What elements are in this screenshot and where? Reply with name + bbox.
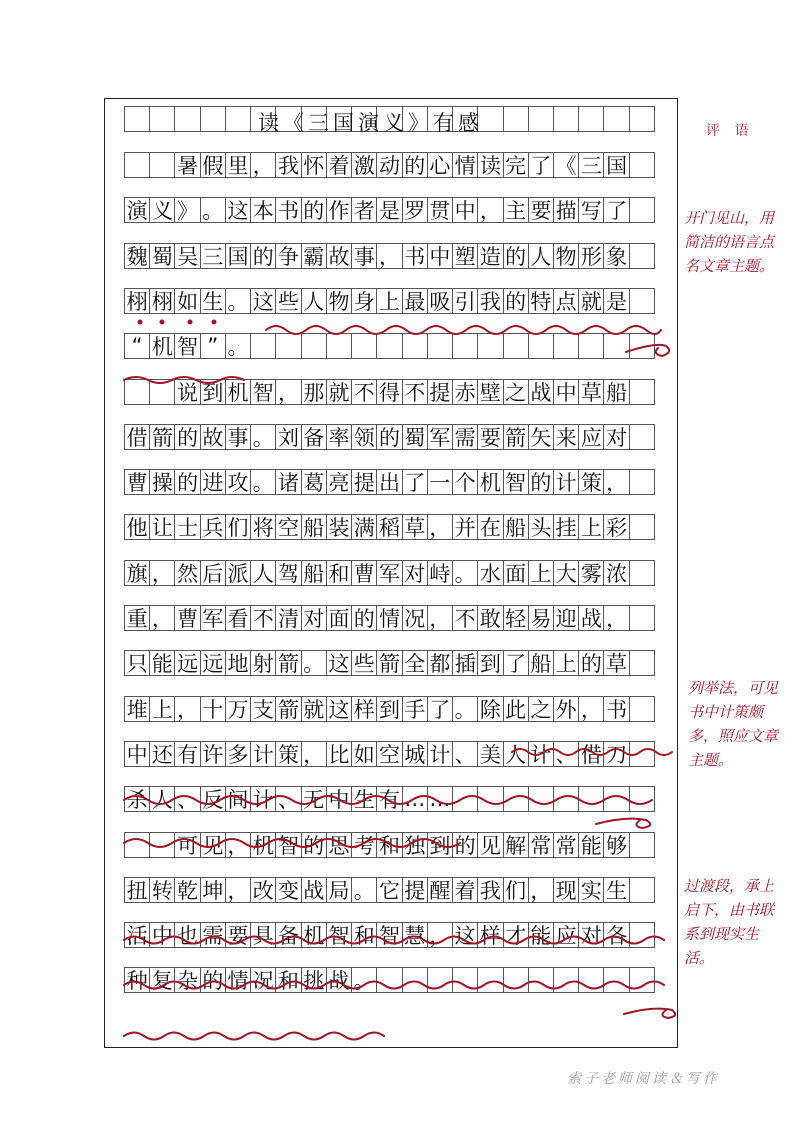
essay-line: 借 箭 的 故 事 。 刘 备 率 领 的 蜀 军 需 要 箭 矢 来 应 对 <box>126 425 628 450</box>
essay-line: 杀 人 、 反 间 计 、 无 中 生 有 … … <box>126 787 451 813</box>
grid-cell <box>149 106 175 132</box>
essay-line: 演 义 》 。 这 本 书 的 作 者 是 罗 贯 中 ， 主 要 描 写 了 <box>126 199 628 224</box>
essay-line: 种 复 杂 的 情 况 和 挑 战 。 <box>126 969 375 994</box>
comment-note-3: 过渡段，承上启下，由书联系到现实生活。 <box>684 877 775 967</box>
grid-cell <box>200 106 226 132</box>
essay-line: 活 中 也 需 要 具 备 机 智 和 智 慧 ， 这 样 才 能 应 对 各 <box>126 924 628 949</box>
essay-line: 栩 栩 如 生 。 这 些 人 物 身 上 最 吸 引 我 的 特 点 就 是 <box>126 289 628 314</box>
grid-cell <box>503 106 529 132</box>
comment-heading: 评 语 <box>706 123 754 139</box>
grid-cell <box>578 106 604 132</box>
essay-line: 曹 操 的 进 攻 。 诸 葛 亮 提 出 了 一 个 机 智 的 计 策 ， <box>126 471 628 496</box>
essay-line: “ 机 智 ” 。 <box>131 334 249 360</box>
comment-note-2: 列举法，可见书中计策颇多，照应文章主题。 <box>688 679 779 769</box>
grid-cell <box>225 106 251 132</box>
grid-cell <box>629 106 655 132</box>
essay-line: 他 让 士 兵 们 将 空 船 装 满 稻 草 ， 并 在 船 头 挂 上 彩 <box>126 516 628 541</box>
grid-cell <box>528 106 554 132</box>
watermark: 索子老师阅读＆写作 <box>567 1071 720 1087</box>
essay-line: 暑 假 里 ， 我 怀 着 激 动 的 心 情 读 完 了 《 三 国 <box>177 154 628 178</box>
essay-line: 可 见 ， 机 智 的 思 考 和 独 到 的 见 解 常 常 能 够 <box>177 833 628 858</box>
grid-cell <box>124 106 150 132</box>
essay-title: 读《三国演义》有感 <box>258 111 483 135</box>
grid-cell <box>553 106 579 132</box>
essay-line: 扭 转 乾 坤 ， 改 变 战 局 。 它 提 醒 着 我 们 ， 现 实 生 <box>126 878 628 903</box>
essay-line: 说 到 机 智 ， 那 就 不 得 不 提 赤 壁 之 战 中 草 船 <box>177 380 628 405</box>
grid-cell <box>174 106 200 132</box>
essay-line: 中 还 有 许 多 计 策 ， 比 如 空 城 计 、 美 人 计 、 借 刀 <box>126 742 628 767</box>
essay-line: 只 能 远 远 地 射 箭 。 这 些 箭 全 都 插 到 了 船 上 的 草 <box>126 652 628 677</box>
grid-cell <box>603 106 629 132</box>
essay-line: 魏 蜀 吴 三 国 的 争 霸 故 事 ， 书 中 塑 造 的 人 物 形 象 <box>126 244 628 269</box>
comment-note-1: 开门见山，用简洁的语言点名文章主题。 <box>684 209 775 275</box>
essay-line: 重 ， 曹 军 看 不 清 对 面 的 情 况 ， 不 敢 轻 易 迎 战 ， <box>126 607 628 631</box>
essay-line: 堆 上 ， 十 万 支 箭 就 这 样 到 手 了 。 除 此 之 外 ， 书 <box>126 697 628 722</box>
essay-line: 旗 ， 然 后 派 人 驾 船 和 曹 军 对 峙 。 水 面 上 大 雾 浓 <box>126 561 628 586</box>
